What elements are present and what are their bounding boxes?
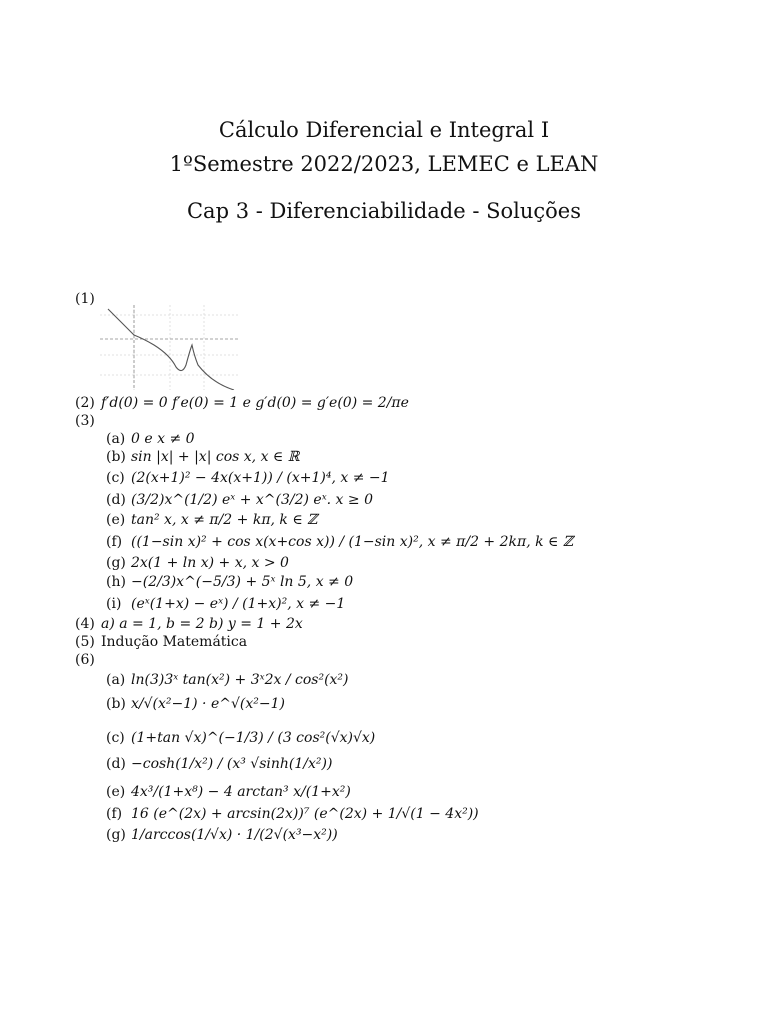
q3a-label: (a) bbox=[106, 431, 126, 447]
q6a-label: (a) bbox=[106, 672, 126, 688]
q5-answer: Indução Matemática bbox=[101, 634, 248, 650]
q6f-answer: 16 (e^(2x) + arcsin(2x))⁷ (e^(2x) + 1/√(1 − 4x²)) bbox=[131, 806, 479, 822]
q3f-label: (f) bbox=[106, 534, 123, 550]
q3g-answer: 2x(1 + ln x) + x, x > 0 bbox=[131, 555, 289, 571]
chapter-title: Cap 3 - Diferenciabilidade - Soluções bbox=[186, 199, 581, 223]
q2-answer: f′d(0) = 0 f′e(0) = 1 e g′d(0) = g′e(0) = 2/πe bbox=[101, 395, 409, 411]
q2-label: (2) bbox=[75, 395, 95, 411]
q6b-answer: x/√(x²−1) · e^√(x²−1) bbox=[131, 696, 285, 712]
q1-graph bbox=[100, 305, 238, 390]
q3i-label: (i) bbox=[106, 596, 122, 612]
q3d-label: (d) bbox=[106, 492, 126, 508]
q3i-answer: (eˣ(1+x) − eˣ) / (1+x)², x ≠ −1 bbox=[131, 596, 346, 612]
q3d-answer: (3/2)x^(1/2) eˣ + x^(3/2) eˣ. x ≥ 0 bbox=[131, 492, 373, 508]
q4-label: (4) bbox=[75, 616, 95, 632]
q3b-label: (b) bbox=[106, 449, 126, 465]
q3g-label: (g) bbox=[106, 555, 126, 571]
q6c-label: (c) bbox=[106, 730, 125, 746]
q3h-answer: −(2/3)x^(−5/3) + 5ˣ ln 5, x ≠ 0 bbox=[131, 574, 354, 590]
q3e-label: (e) bbox=[106, 512, 126, 528]
q5-label: (5) bbox=[75, 634, 95, 650]
q3c-answer: (2(x+1)² − 4x(x+1)) / (x+1)⁴, x ≠ −1 bbox=[131, 470, 390, 486]
q3a-answer: 0 e x ≠ 0 bbox=[131, 431, 195, 447]
course-title: Cálculo Diferencial e Integral I bbox=[218, 118, 550, 142]
q6-label: (6) bbox=[75, 652, 95, 668]
semester-title: 1ºSemestre 2022/2023, LEMEC e LEAN bbox=[169, 152, 599, 176]
q6e-label: (e) bbox=[106, 784, 126, 800]
q3e-answer: tan² x, x ≠ π/2 + kπ, k ∈ ℤ bbox=[131, 512, 318, 528]
q6d-answer: −cosh(1/x²) / (x³ √sinh(1/x²)) bbox=[131, 756, 333, 772]
q6g-label: (g) bbox=[106, 827, 126, 843]
q6g-answer: 1/arccos(1/√x) · 1/(2√(x³−x²)) bbox=[131, 827, 338, 843]
q1-label: (1) bbox=[75, 291, 95, 307]
q6e-answer: 4x³/(1+x⁸) − 4 arctan³ x/(1+x²) bbox=[131, 784, 351, 800]
q3f-answer: ((1−sin x)² + cos x(x+cos x)) / (1−sin x)², x ≠ π/2 + 2kπ, k ∈ ℤ bbox=[131, 534, 574, 550]
q3h-label: (h) bbox=[106, 574, 126, 590]
q3-label: (3) bbox=[75, 413, 95, 429]
q4-answer: a) a = 1, b = 2 b) y = 1 + 2x bbox=[101, 616, 303, 632]
q6a-answer: ln(3)3ˣ tan(x²) + 3ˣ2x / cos²(x²) bbox=[131, 672, 349, 688]
q6b-label: (b) bbox=[106, 696, 126, 712]
q3b-answer: sin |x| + |x| cos x, x ∈ ℝ bbox=[131, 449, 300, 465]
q3c-label: (c) bbox=[106, 470, 125, 486]
q6c-answer: (1+tan √x)^(−1/3) / (3 cos²(√x)√x) bbox=[131, 730, 376, 746]
q6f-label: (f) bbox=[106, 806, 123, 822]
q6d-label: (d) bbox=[106, 756, 126, 772]
